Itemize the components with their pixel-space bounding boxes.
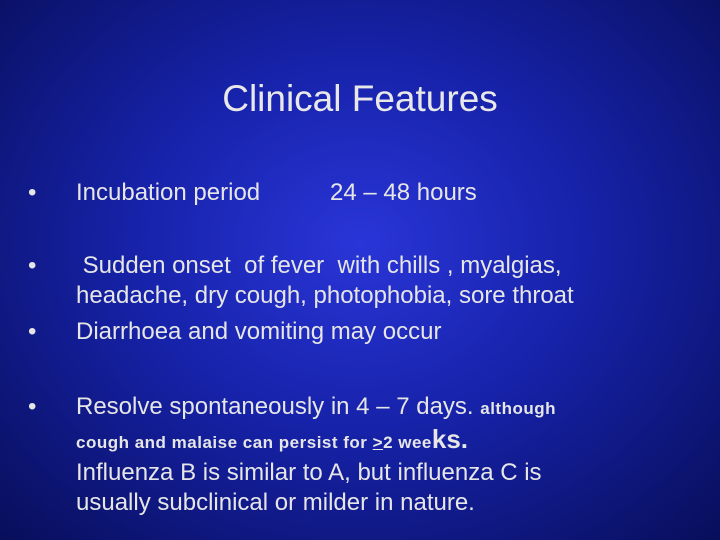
incubation-value: 24 – 48 hours <box>330 179 477 206</box>
bullet-marker: • <box>28 393 37 420</box>
bullet-marker: • <box>28 318 37 345</box>
resolution-main-text: Resolve spontaneously in 4 – 7 days. <box>76 393 481 420</box>
symptoms-line-2: headache, dry cough, photophobia, sore throat <box>76 282 574 309</box>
influenza-b-line: Influenza B is similar to A, but influenza C is <box>76 459 542 486</box>
resolution-line-1 <box>76 392 696 424</box>
weeks-suffix: ks. <box>431 424 469 454</box>
resolution-although: although <box>480 399 557 418</box>
two-weeks-text: 2 wee <box>383 433 432 452</box>
incubation-period-item <box>76 178 696 208</box>
resolution-line-2 <box>76 424 696 458</box>
bullet-marker: • <box>28 179 37 206</box>
diarrhoea-item: Diarrhoea and vomiting may occur <box>76 318 442 345</box>
resolution-item <box>76 392 696 518</box>
symptoms-line-1: Sudden onset of fever with chills , myalgias, <box>76 252 562 279</box>
incubation-label: Incubation period <box>76 179 261 206</box>
bullet-marker: • <box>28 252 37 279</box>
influenza-c-line: usually subclinical or milder in nature. <box>76 489 475 516</box>
cough-malaise-text: cough and malaise can persist for <box>76 433 373 452</box>
slide-title: Clinical Features <box>222 78 498 119</box>
symptoms-item <box>76 251 696 311</box>
greater-than-symbol: > <box>372 433 384 452</box>
